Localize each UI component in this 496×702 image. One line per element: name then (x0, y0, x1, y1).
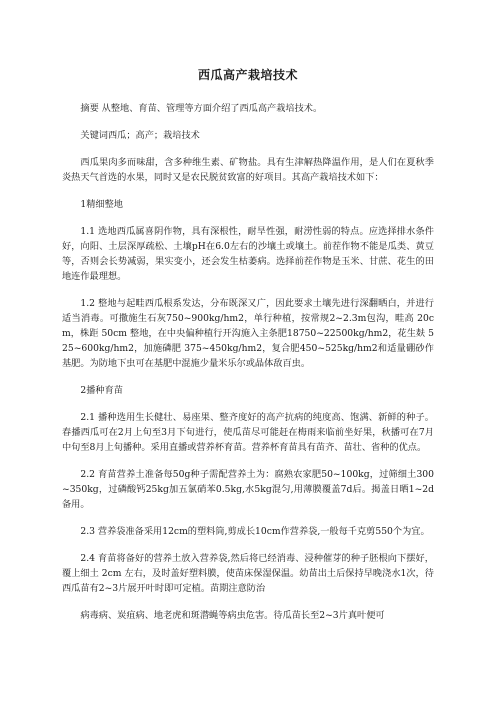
abstract: 摘要 从整地、育苗、管理等方面介绍了西瓜高产栽培技术。 (80, 103, 323, 114)
paragraph-2-4: 2.4 育苗将备好的营养土放入营养袋,然后将已经消毒、浸种催芽的种子胚根向下摆好，覆上细土 2cm 左右，及时盖好塑料膜，使苗床保湿保温。幼苗出土后保持早晚浇水1次，待西瓜苗有2~3片展开叶时即可定植。苗期注意防治 (62, 553, 434, 594)
paragraph-2-1: 2.1 播种选用生长健壮、易座果、整齐度好的高产抗病的纯度高、饱满、新鲜的种子。春播西瓜可在2月上旬至3月下旬进行，使瓜苗尽可能赶在梅雨来临前坐好果，秋播可在7月中旬至8月上旬播种。采用直播或营养杯育苗。营养杯育苗具有苗齐、苗壮、省种的优点。 (62, 412, 434, 453)
section-heading-2: 2播种育苗 (80, 385, 123, 396)
paragraph-2-2: 2.2 育苗营养土准备每50g种子需配营养土为：腐熟农家肥50~100kg，过筛细土300~350kg，过磷酸钙25kg加五氯硝苯0.5kg,水5kg混匀,用薄膜覆盖7d后。揭盖日晒1~2d备用。 (62, 469, 434, 510)
paragraph-1-2: 1.2 整地与起畦西瓜根系发达，分布既深又广，因此要求土壤先进行深翻晒白，并进行适当消毒。可撒施生石灰750~900kg/hm2，单行种植，按常规2~2.3m包沟，畦高 20cm，株距 50cm 整地，在中央偏种植行开沟施入主条肥18750~22500kg/hm2，花生麸 525~600kg/hm2，加施磷肥 375~450kg/hm2，复合肥450~525kg/hm2和适量硼砂作基肥。为防地下虫可在基肥中混施少量米乐尔或晶体敌百虫。 (62, 298, 434, 369)
paragraph-2-3: 2.3 营养袋准备采用12cm的塑料筒,剪成长10cm作营养袋,一般每千克剪550个为宜。 (80, 526, 430, 537)
paragraph-2-5: 病毒病、炭疽病、地老虎和斑潜蝇等病虫危害。待瓜苗长至2~3片真叶便可 (80, 610, 385, 621)
paragraph-1-1: 1.1 选地西瓜属喜阴作物，具有深根性，耐旱性强，耐涝性弱的特点。应选择排水条件好，向阳、土层深厚疏松、土壤pH在6.0左右的沙壤土或壤土。前茬作物不能是瓜类、黄豆等，否则会长势减弱，果实变小，还会发生枯萎病。选择前茬作物是玉米、甘蔗、花生的田地连作最理想。 (62, 226, 434, 282)
keywords: 关键词西瓜；高产；栽培技术 (80, 130, 200, 141)
page-title: 西瓜高产栽培技术 (197, 68, 298, 82)
section-heading-1: 1精细整地 (80, 199, 123, 210)
intro-paragraph: 西瓜果肉多而味甜，含多种维生素、矿物盐。具有生津解热降温作用，是人们在夏秋季炎热天气首选的水果，同时又是农民脱贫致富的好项目。其高产栽培技术如下： (62, 157, 434, 183)
